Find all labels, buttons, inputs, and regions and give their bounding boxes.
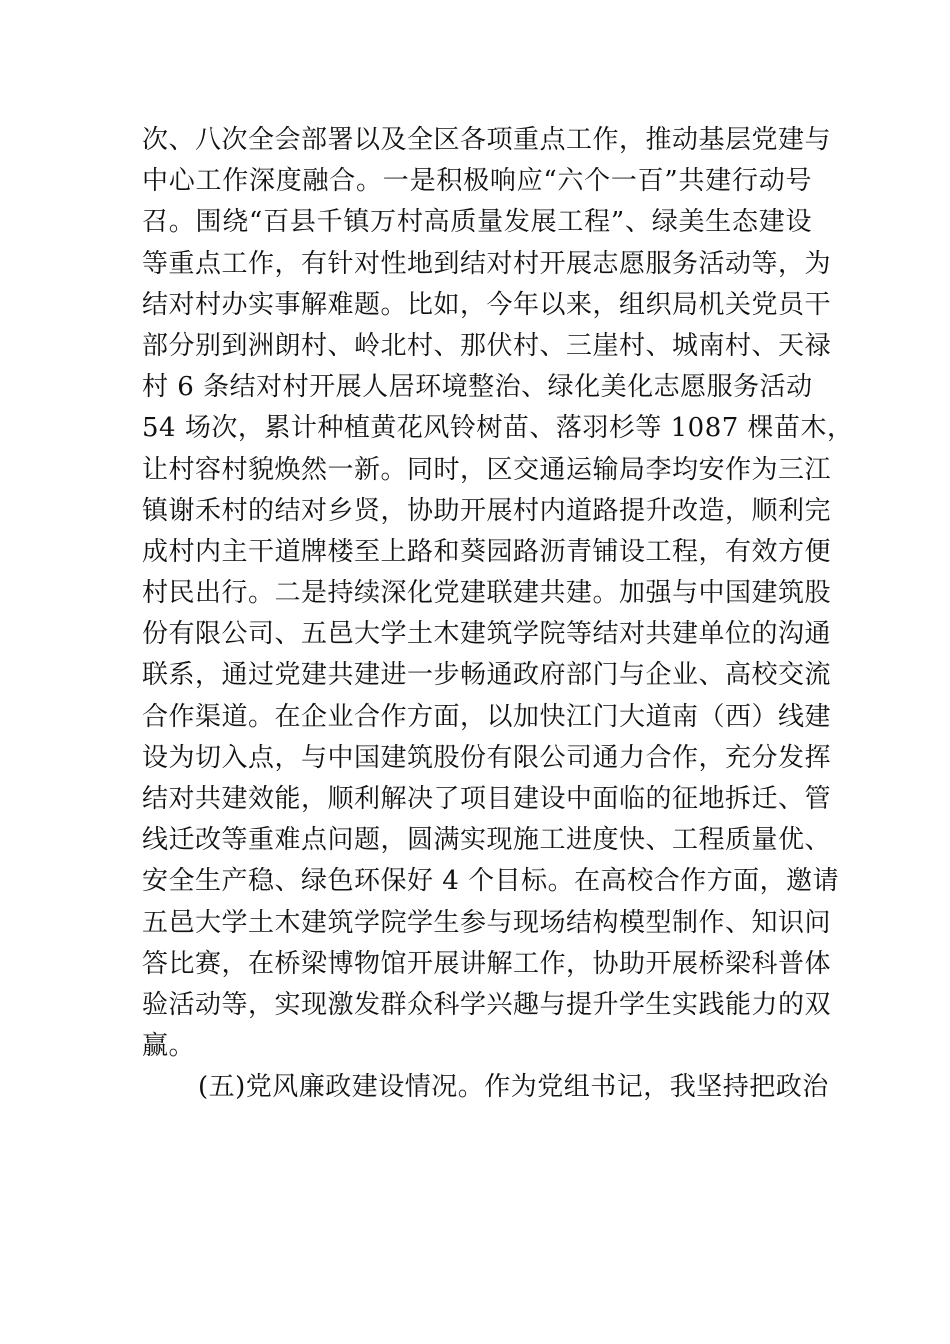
body-text [142, 120, 854, 1109]
text-line: 份有限公司、五邑大学土木建筑学院等结对共建单位的沟通 [142, 619, 832, 650]
text-line: 结对村办实事解难题。比如，今年以来，组织局机关党员干 [142, 289, 832, 320]
text-line: 合作渠道。在企业合作方面，以加快江门大道南（西）线建 [142, 701, 832, 732]
text-line: 验活动等，实现激发群众科学兴趣与提升学生实践能力的双 [142, 989, 832, 1020]
text-line: 成村内主干道牌楼至上路和葵园路沥青铺设工程，有效方便 [142, 536, 832, 567]
text-line: 答比赛，在桥梁博物馆开展讲解工作，协助开展桥梁科普体 [142, 948, 832, 979]
text-line: 村 6 条结对村开展人居环境整治、绿化美化志愿服务活动 [142, 372, 813, 403]
text-line: 让村容村貌焕然一新。同时，区交通运输局李均安作为三江 [142, 454, 832, 485]
text-line: 镇谢禾村的结对乡贤，协助开展村内道路提升改造，顺利完 [142, 495, 832, 526]
text-line: 召。围绕“百县千镇万村高质量发展工程”、绿美生态建设 [142, 207, 812, 238]
text-line: 联系，通过党建共建进一步畅通政府部门与企业、高校交流 [142, 660, 832, 691]
text-line: 54 场次，累计种植黄花风铃树苗、落羽杉等 1087 棵苗木， [142, 413, 854, 444]
text-line: 等重点工作，有针对性地到结对村开展志愿服务活动等，为 [142, 248, 832, 279]
text-line: 赢。 [142, 1031, 196, 1062]
text-line: 村民出行。二是持续深化党建联建共建。加强与中国建筑股 [142, 578, 832, 609]
section-heading-line: (五)党风廉政建设情况。作为党组书记，我坚持把政治 [198, 1072, 829, 1103]
text-line: 五邑大学土木建筑学院学生参与现场结构模型制作、知识问 [142, 907, 832, 938]
text-line: 中心工作深度融合。一是积极响应“六个一百”共建行动号 [142, 166, 812, 197]
text-line: 部分别到洲朗村、岭北村、那伏村、三崖村、城南村、天禄 [142, 330, 832, 361]
text-line: 次、八次全会部署以及全区各项重点工作，推动基层党建与 [142, 125, 832, 155]
text-line: 结对共建效能，顺利解决了项目建设中面临的征地拆迁、管 [142, 784, 832, 814]
text-line: 安全生产稳、绿色环保好 4 个目标。在高校合作方面，邀请 [142, 866, 840, 897]
text-line: 线迁改等重难点问题，圆满实现施工进度快、工程质量优、 [142, 825, 832, 856]
text-line: 设为切入点，与中国建筑股份有限公司通力合作，充分发挥 [142, 742, 832, 773]
